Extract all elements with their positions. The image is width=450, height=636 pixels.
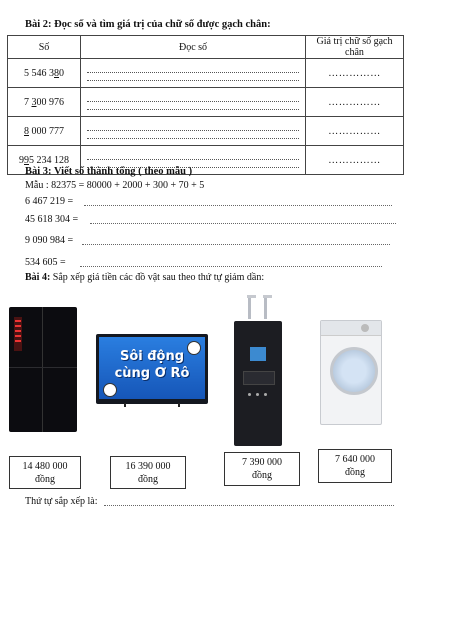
underlined-digit: 8 xyxy=(24,125,29,137)
washing-machine-image xyxy=(320,320,382,425)
tv-image xyxy=(96,334,208,404)
bai3-answer-line-4[interactable] xyxy=(80,266,382,267)
tv-text-line-2: cùng Ơ Rô xyxy=(114,366,190,381)
bai3-line-4-label: 534 605 = xyxy=(25,257,66,268)
order-label: Thứ tự sắp xếp là: xyxy=(25,496,98,507)
table-row xyxy=(8,117,404,146)
fridge-image xyxy=(9,307,77,432)
bai3-answer-line-2[interactable] xyxy=(90,223,396,224)
header-doc-so: Đọc số xyxy=(81,36,306,59)
bai4-title: Bài 4: Sắp xếp giá tiền các đồ vật sau theo thứ tự giảm dần: xyxy=(25,272,265,283)
number-table xyxy=(7,35,404,175)
reading-answer-cell[interactable] xyxy=(81,117,306,146)
value-answer-cell[interactable]: …………… xyxy=(306,59,404,88)
price-box-purifier: 7 390 000 đồng xyxy=(224,452,300,486)
table-header-row xyxy=(8,36,404,59)
value-answer-cell[interactable]: …………… xyxy=(306,88,404,117)
number-cell: 8 000 777 xyxy=(8,117,81,146)
header-gia-tri: Giá trị chữ số gạch chân xyxy=(306,36,404,59)
bai3-line-3-label: 9 090 984 = xyxy=(25,235,74,246)
reading-answer-cell[interactable] xyxy=(81,88,306,117)
value-answer-cell[interactable]: …………… xyxy=(306,146,404,175)
price-box-tv: 16 390 000 đồng xyxy=(110,456,186,489)
bai3-answer-line-3[interactable] xyxy=(82,244,390,245)
water-purifier-image xyxy=(234,321,282,446)
bai3-answer-line-1[interactable] xyxy=(84,205,392,206)
table-row xyxy=(8,59,404,88)
underlined-digit: 3 xyxy=(31,96,37,108)
bai3-line-1-label: 6 467 219 = xyxy=(25,196,74,207)
underlined-digit: 9 xyxy=(24,154,29,166)
bai3-line-2-label: 45 618 304 = xyxy=(25,214,79,225)
tv-text-line-1: Sôi động xyxy=(119,349,185,364)
number-cell: 995 234 128 xyxy=(8,146,81,175)
table-row xyxy=(8,88,404,117)
number-cell: 7 300 976 xyxy=(8,88,81,117)
bai2-title: Bài 2: Đọc số và tìm giá trị của chữ số được gạch chân: xyxy=(25,19,271,30)
bai3-title: Bài 3: Viết số thành tổng ( theo mẫu ) xyxy=(25,166,193,177)
order-answer-line[interactable] xyxy=(104,505,394,506)
bai3-example: Mẫu : 82375 = 80000 + 2000 + 300 + 70 + 5 xyxy=(25,180,205,191)
price-box-washer: 7 640 000 đồng xyxy=(318,449,392,483)
reading-answer-cell[interactable] xyxy=(81,59,306,88)
number-cell: 5 546 380 xyxy=(8,59,81,88)
header-so: Số xyxy=(8,36,81,59)
value-answer-cell[interactable]: …………… xyxy=(306,117,404,146)
price-box-fridge: 14 480 000 đồng xyxy=(9,456,81,489)
underlined-digit: 8 xyxy=(54,67,59,79)
